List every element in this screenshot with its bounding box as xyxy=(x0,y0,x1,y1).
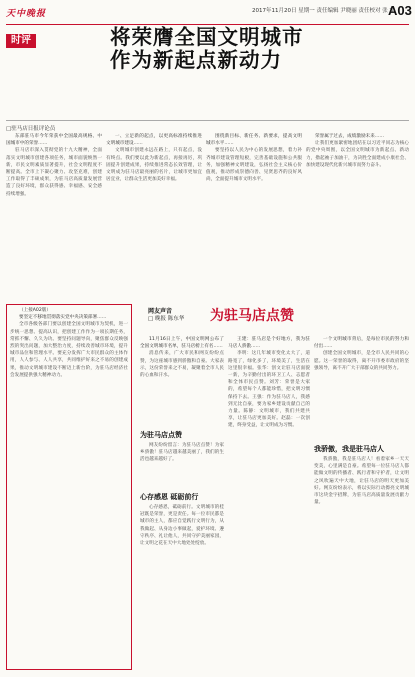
sub-col-1-filler: 消息传来，广大市民和网友纷纷点赞，为这座城市感到骄傲和自豪。大家表示，这份荣誉来之不易，凝聚着全市人民的心血和汗水。 xyxy=(140,351,224,379)
sub-article-col-1b xyxy=(140,442,224,488)
sub-col-3-text: 一个文明城市背后，是每位市民的努力和付出…… xyxy=(314,337,409,350)
main-col-1-filler: 驻马店市深入贯彻党的十九大精神，全面落实文明城市创建各项任务，城市面貌焕然一新，市民文明素质显著提升，社会文明程度不断提高。全市上下凝心聚力、攻坚克难，创建工作取得了丰硕成果，为驻马店高质量发展营造了良好环境，群众获得感、幸福感、安全感持续增强。 xyxy=(6,148,102,197)
main-col-1-text: 东部驻马市今年荣获中全国最高规格、中国城市中的荣誉…… xyxy=(6,134,102,147)
main-article-col-4 xyxy=(306,133,409,301)
masthead-logo: 天中晚报 xyxy=(6,9,47,19)
sub-article-byline: □ 晚报 陈东华 xyxy=(148,316,185,322)
article-source: □驻马店日报评论员 xyxy=(6,126,56,132)
main-article-col-1 xyxy=(6,133,102,301)
sub-subhead-2: 心存感恩 砥砺前行 xyxy=(140,493,199,501)
sub-col-1c-filler: 心存感恩，砥砺前行。文明城市的桂冠既是荣誉，更是责任。每一位市民都是城市的主人，都应自觉践行文明行为，从我做起、从身边小事做起，爱护环境、遵守秩序、礼让他人，共同守护美丽家园，让文明之花在天中大地处处绽放。 xyxy=(140,505,224,547)
sub-article-col-3b xyxy=(314,456,409,670)
section-tag: 时评 xyxy=(6,34,36,48)
page-number: A03 xyxy=(388,3,412,18)
headline-line-2: 作为新起点新动力 xyxy=(110,48,282,72)
sub-article-col-1c xyxy=(140,504,224,670)
sub-article-headline: 为驻马店点赞 xyxy=(210,308,294,324)
sub-article-column: 网友声音 xyxy=(148,308,173,315)
sub-col-3b-filler: 我骄傲，我是驻马店人！看着家乡一天天变美，心里满是自豪。希望每一位驻马店人都能做文明的传播者、践行者和守护者，让文明之风吹遍天中大地，让驻马店的明天更加美好。网友纷纷表示，将以实际行动擦亮文明城市这块金字招牌，为驻马店高质量发展贡献力量。 xyxy=(314,457,409,506)
sub-col-2-filler: 李明：这几年城市变化太大了，道路宽了，绿化多了，环境美了，生活在这里很幸福。张华：创文让驻马店面貌一新，为辛勤付出的环卫工人、志愿者和全体市民点赞。刘芳：荣誉是大家的，希望每个人都能珍惜，把文明习惯保持下去。王强：作为驻马店人，我感到无比自豪，要为家乡建设贡献自己的力量。陈静：文明城市，我们共建共享，让驻马店更加美好。赵磊：一次创建，终身受益，让文明成为习惯。 xyxy=(228,351,310,429)
main-col-3-filler: 要坚持以人民为中心的发展思想，着力补齐城市建设管理短板，完善基础设施和公共服务，加强精神文明建设，弘扬社会主义核心价值观，推动形成崇德向善、见贤思齐的良好风尚，全面提升城市文明水平。 xyxy=(206,148,302,183)
main-col-2-filler: 文明城市创建永远在路上，只有起点，没有终点。我们要以此为新起点，再接再厉，巩固提升创建成果，持续推进常态长效管理，让文明成为驻马店最亮丽的名片，让城市更加宜居宜业，让群众生活更加美好幸福。 xyxy=(106,148,202,183)
main-col-2-text: 一、立足新的起点，以更高标准持续推进文明城市建设…… xyxy=(106,134,202,147)
continuation-intro: （上接A02版） xyxy=(19,308,51,313)
dateline: 2017年11月20日 星期一 责任编辑 尹晓丽 责任校对 张 宇 xyxy=(252,8,395,14)
headline-divider xyxy=(6,120,409,121)
main-headline xyxy=(110,26,360,72)
main-col-3-text: 围绕新目标、新任务、新要求，提高文明城市水平…… xyxy=(206,134,302,147)
continuation-filler: 全市各级各部门要以创建全国文明城市为契机，进一步统一思想、提高认识，把创建工作作为一项长期任务，常抓不懈、久久为功。要坚持问题导向，聚焦群众反映强烈的突出问题，加大整治力度，持续改善城市环境，提升城市品位和管理水平。要充分发挥广大市民群众的主体作用，人人参与、人人共享，共同维护好来之不易的创建成果，推动文明城市建设不断迈上新台阶，为驻马店经济社会发展提供强大精神动力。 xyxy=(10,322,128,378)
sub-col-1-text: 11月16日上午，中国文明网公布了全国文明城市名单，驻马店榜上有名…… xyxy=(140,337,224,350)
sub-article-col-1 xyxy=(140,336,224,426)
sub-col-2-text: 王建：驻马店是个好地方，我为驻马店人骄傲…… xyxy=(228,337,310,350)
main-col-4-text: 荣誉属于过去，成绩激励未来…… xyxy=(315,134,384,139)
main-col-4-filler: 让我们更加紧密地团结在以习近平同志为核心的党中央周围，以全国文明城市为新起点、新动力，撸起袖子加油干，为决胜全面建成小康社会、加快建设现代化新兴城市而努力奋斗。 xyxy=(306,141,409,168)
sub-col-1b-filler: 网友纷纷留言：为驻马店点赞！为家乡骄傲！驻马店越来越美丽了，我们的生活也越来越好了。 xyxy=(140,443,224,463)
sub-article-col-2 xyxy=(228,336,310,670)
main-article-col-2 xyxy=(106,133,202,301)
sub-col-3-filler: 创建全国文明城市，是全市人民共同的心愿。这一荣誉的取得，离不开市委市政府的坚强领导，离不开广大干部群众的共同努力。 xyxy=(314,351,409,371)
sub-article-col-3 xyxy=(314,336,409,440)
headline-line-1: 将荣膺全国文明城市 xyxy=(110,25,304,49)
main-article-col-3 xyxy=(206,133,302,301)
continuation-text xyxy=(10,307,128,667)
continuation-body: 要坚定不移地贯彻落实党中央决策部署…… xyxy=(19,315,107,321)
sub-subhead-3: 我骄傲，我是驻马店人 xyxy=(314,445,384,453)
sub-subhead-1: 为驻马店点赞 xyxy=(140,431,182,439)
